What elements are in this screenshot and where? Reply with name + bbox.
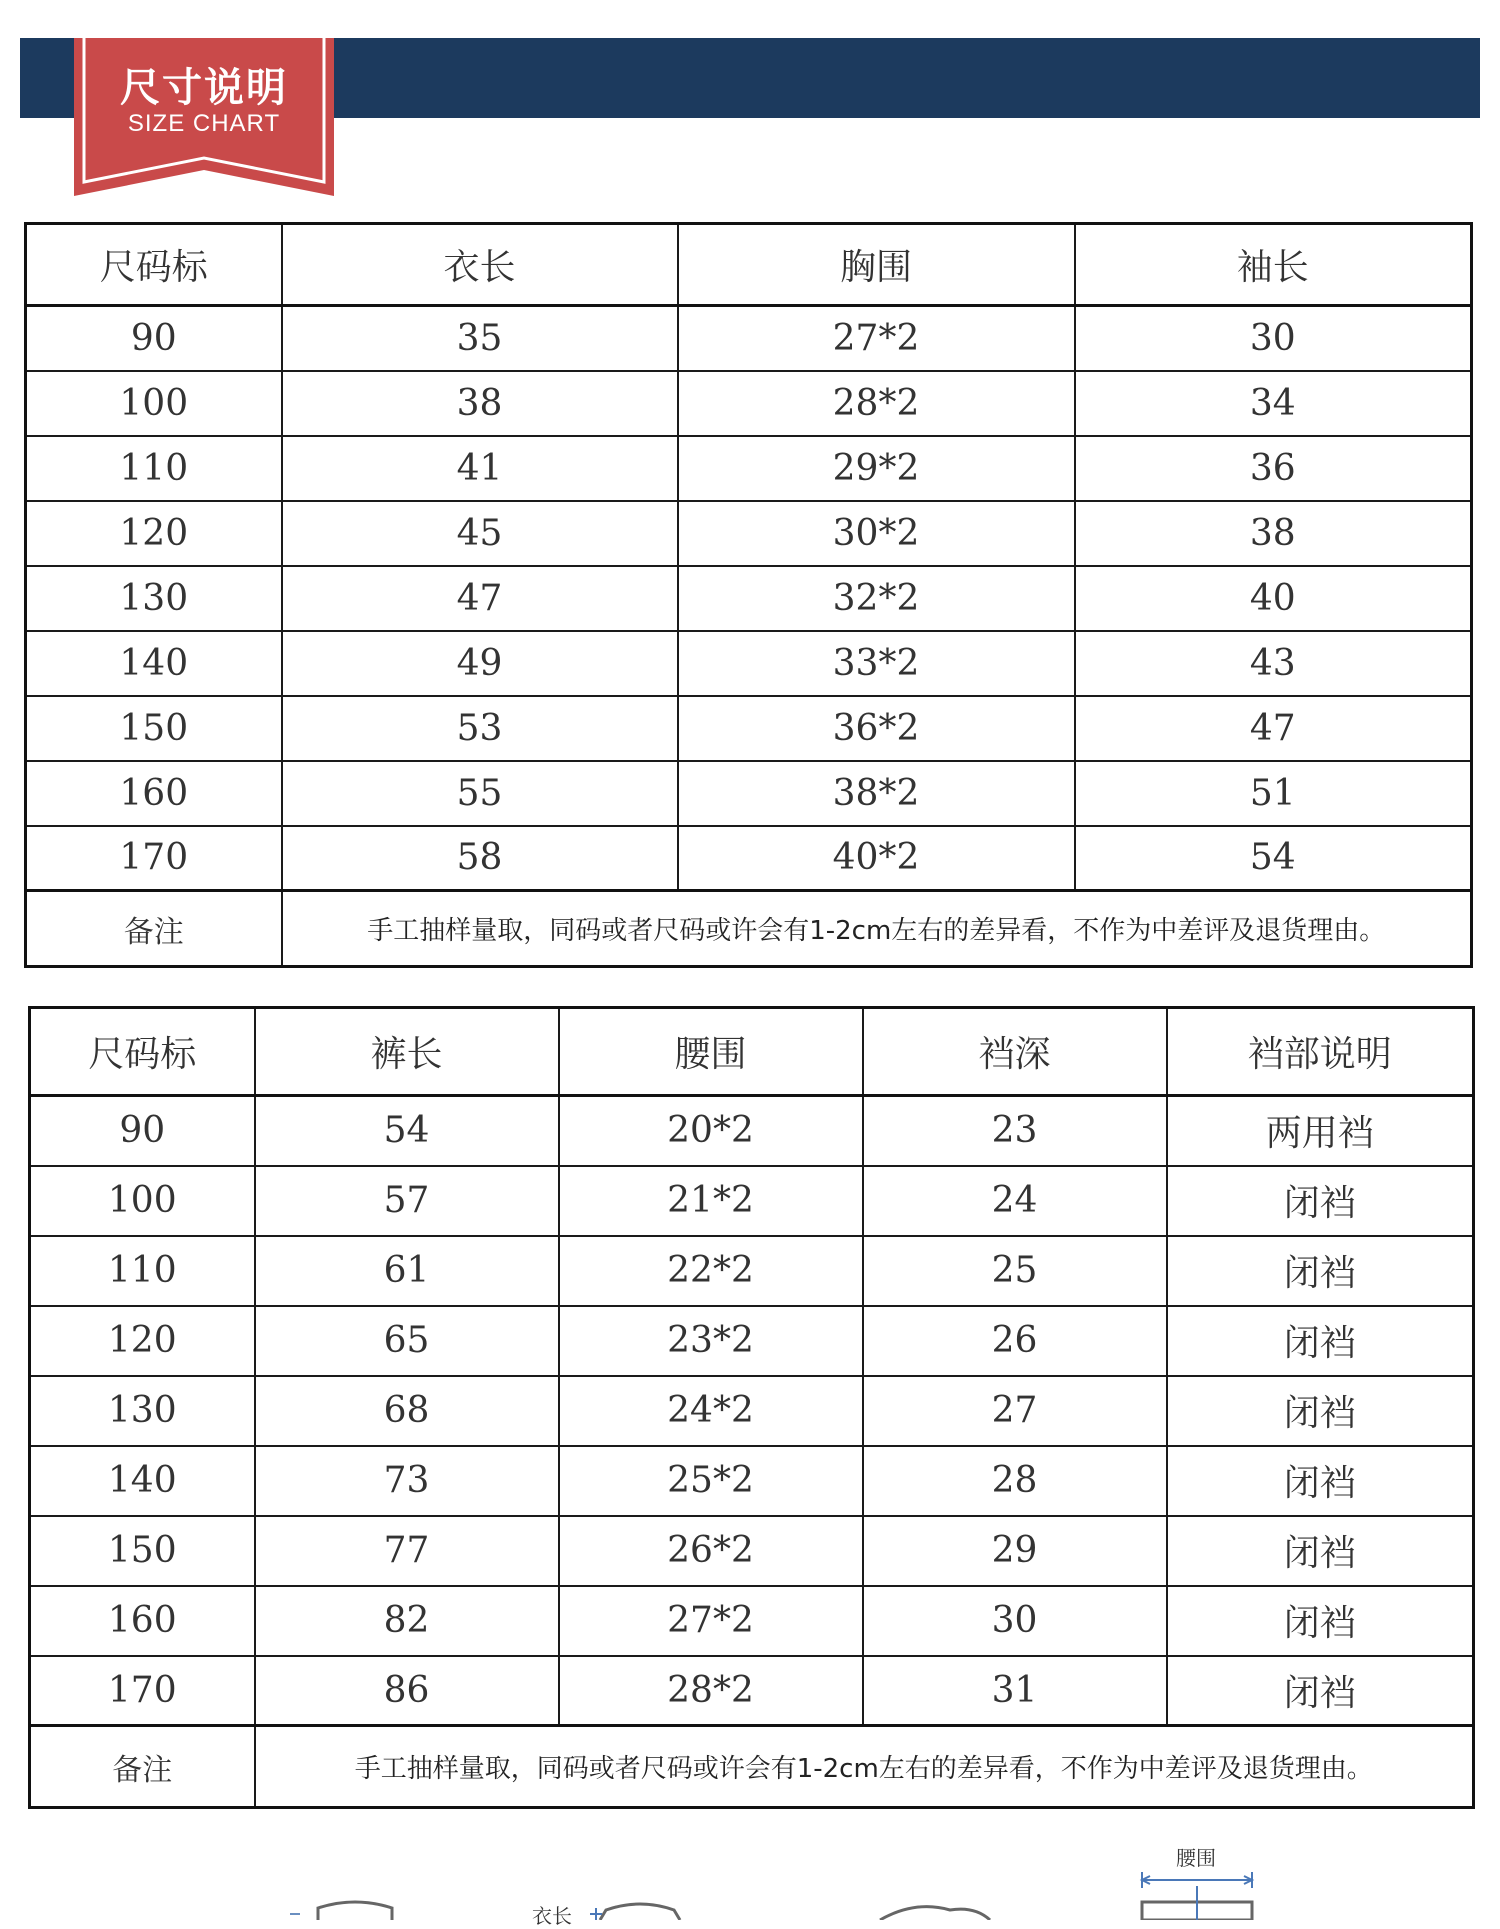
page-title: 尺寸说明 <box>120 65 288 111</box>
table-cell: 82 <box>255 1586 559 1656</box>
table-row <box>30 1096 1474 1166</box>
table-cell: 两用裆 <box>1167 1096 1474 1166</box>
table-cell: 30*2 <box>678 501 1075 566</box>
table-cell: 140 <box>30 1446 255 1516</box>
table-cell: 54 <box>255 1096 559 1166</box>
table-cell: 170 <box>30 1656 255 1726</box>
table-row <box>30 1516 1474 1586</box>
table-cell: 29*2 <box>678 436 1075 501</box>
table-row <box>30 1656 1474 1726</box>
column-header: 衣长 <box>282 224 678 306</box>
top-table-header-row <box>26 224 1472 306</box>
table-row <box>26 371 1472 436</box>
length-label: 衣长 <box>532 1904 572 1928</box>
table-row <box>26 566 1472 631</box>
table-cell: 34 <box>1075 371 1472 436</box>
note-text: 手工抽样量取，同码或者尺码或许会有1-2cm左右的差异看，不作为中差评及退货理由。 <box>255 1726 1474 1808</box>
table-row <box>26 631 1472 696</box>
table-cell: 90 <box>26 306 282 371</box>
table-cell: 闭裆 <box>1167 1656 1474 1726</box>
table-cell: 23*2 <box>559 1306 863 1376</box>
column-header: 裤长 <box>255 1008 559 1096</box>
table-row <box>30 1306 1474 1376</box>
table-cell: 22*2 <box>559 1236 863 1306</box>
table-cell: 闭裆 <box>1167 1446 1474 1516</box>
table-cell: 65 <box>255 1306 559 1376</box>
top-size-table <box>24 222 1473 968</box>
table-row <box>30 1446 1474 1516</box>
table-cell: 43 <box>1075 631 1472 696</box>
table-cell: 38 <box>282 371 678 436</box>
table-cell: 38 <box>1075 501 1472 566</box>
column-header: 尺码标 <box>26 224 282 306</box>
table-cell: 110 <box>30 1236 255 1306</box>
table-cell: 73 <box>255 1446 559 1516</box>
table-cell: 49 <box>282 631 678 696</box>
column-header: 腰围 <box>559 1008 863 1096</box>
table-cell: 160 <box>30 1586 255 1656</box>
table-cell: 57 <box>255 1166 559 1236</box>
table-cell: 32*2 <box>678 566 1075 631</box>
bottom-table-header-row <box>30 1008 1474 1096</box>
size-chart-ribbon <box>74 38 334 196</box>
table-cell: 闭裆 <box>1167 1306 1474 1376</box>
table-cell: 55 <box>282 761 678 826</box>
table-cell: 24 <box>863 1166 1167 1236</box>
table-row <box>30 1236 1474 1306</box>
table-cell: 36 <box>1075 436 1472 501</box>
table-cell: 40*2 <box>678 826 1075 891</box>
table-row <box>30 1166 1474 1236</box>
table-cell: 100 <box>26 371 282 436</box>
table-cell: 27 <box>863 1376 1167 1446</box>
table-cell: 38*2 <box>678 761 1075 826</box>
table-cell: 86 <box>255 1656 559 1726</box>
table-cell: 35 <box>282 306 678 371</box>
table-cell: 170 <box>26 826 282 891</box>
note-row <box>30 1726 1474 1808</box>
table-cell: 26*2 <box>559 1516 863 1586</box>
table-cell: 150 <box>30 1516 255 1586</box>
page-subtitle: SIZE CHART <box>127 110 281 137</box>
table-cell: 30 <box>1075 306 1472 371</box>
table-row <box>26 696 1472 761</box>
table-cell: 68 <box>255 1376 559 1446</box>
table-cell: 53 <box>282 696 678 761</box>
table-row <box>26 436 1472 501</box>
table-cell: 30 <box>863 1586 1167 1656</box>
table-cell: 47 <box>282 566 678 631</box>
table-cell: 61 <box>255 1236 559 1306</box>
table-cell: 100 <box>30 1166 255 1236</box>
table-cell: 闭裆 <box>1167 1376 1474 1446</box>
table-cell: 45 <box>282 501 678 566</box>
table-row <box>30 1586 1474 1656</box>
note-label: 备注 <box>26 891 282 967</box>
table-cell: 闭裆 <box>1167 1236 1474 1306</box>
table-cell: 27*2 <box>678 306 1075 371</box>
table-row <box>26 501 1472 566</box>
table-cell: 120 <box>26 501 282 566</box>
column-header: 胸围 <box>678 224 1075 306</box>
table-cell: 28*2 <box>678 371 1075 436</box>
table-cell: 28*2 <box>559 1656 863 1726</box>
table-cell: 130 <box>30 1376 255 1446</box>
table-cell: 31 <box>863 1656 1167 1726</box>
table-cell: 90 <box>30 1096 255 1166</box>
table-cell: 130 <box>26 566 282 631</box>
table-cell: 47 <box>1075 696 1472 761</box>
table-cell: 41 <box>282 436 678 501</box>
table-cell: 20*2 <box>559 1096 863 1166</box>
table-row <box>26 826 1472 891</box>
table-cell: 闭裆 <box>1167 1586 1474 1656</box>
table-cell: 24*2 <box>559 1376 863 1446</box>
table-cell: 25*2 <box>559 1446 863 1516</box>
note-row <box>26 891 1472 967</box>
table-cell: 28 <box>863 1446 1167 1516</box>
table-row <box>26 761 1472 826</box>
bottom-size-table <box>28 1006 1475 1809</box>
table-cell: 77 <box>255 1516 559 1586</box>
note-label: 备注 <box>30 1726 255 1808</box>
table-cell: 33*2 <box>678 631 1075 696</box>
column-header: 裆部说明 <box>1167 1008 1474 1096</box>
column-header: 裆深 <box>863 1008 1167 1096</box>
table-cell: 26 <box>863 1306 1167 1376</box>
table-cell: 21*2 <box>559 1166 863 1236</box>
table-cell: 25 <box>863 1236 1167 1306</box>
column-header: 尺码标 <box>30 1008 255 1096</box>
table-cell: 40 <box>1075 566 1472 631</box>
table-cell: 29 <box>863 1516 1167 1586</box>
note-text: 手工抽样量取，同码或者尺码或许会有1-2cm左右的差异看，不作为中差评及退货理由。 <box>282 891 1472 967</box>
table-cell: 150 <box>26 696 282 761</box>
measurement-diagram <box>0 1820 1500 1928</box>
garment-sketches <box>0 1820 1500 1920</box>
table-cell: 23 <box>863 1096 1167 1166</box>
table-cell: 闭裆 <box>1167 1516 1474 1586</box>
table-cell: 51 <box>1075 761 1472 826</box>
table-row <box>30 1376 1474 1446</box>
table-cell: 36*2 <box>678 696 1075 761</box>
table-cell: 54 <box>1075 826 1472 891</box>
table-cell: 140 <box>26 631 282 696</box>
table-row <box>26 306 1472 371</box>
table-cell: 27*2 <box>559 1586 863 1656</box>
table-cell: 闭裆 <box>1167 1166 1474 1236</box>
table-cell: 58 <box>282 826 678 891</box>
table-cell: 110 <box>26 436 282 501</box>
column-header: 袖长 <box>1075 224 1472 306</box>
waist-label: 腰围 <box>1176 1846 1216 1870</box>
table-cell: 160 <box>26 761 282 826</box>
table-cell: 120 <box>30 1306 255 1376</box>
